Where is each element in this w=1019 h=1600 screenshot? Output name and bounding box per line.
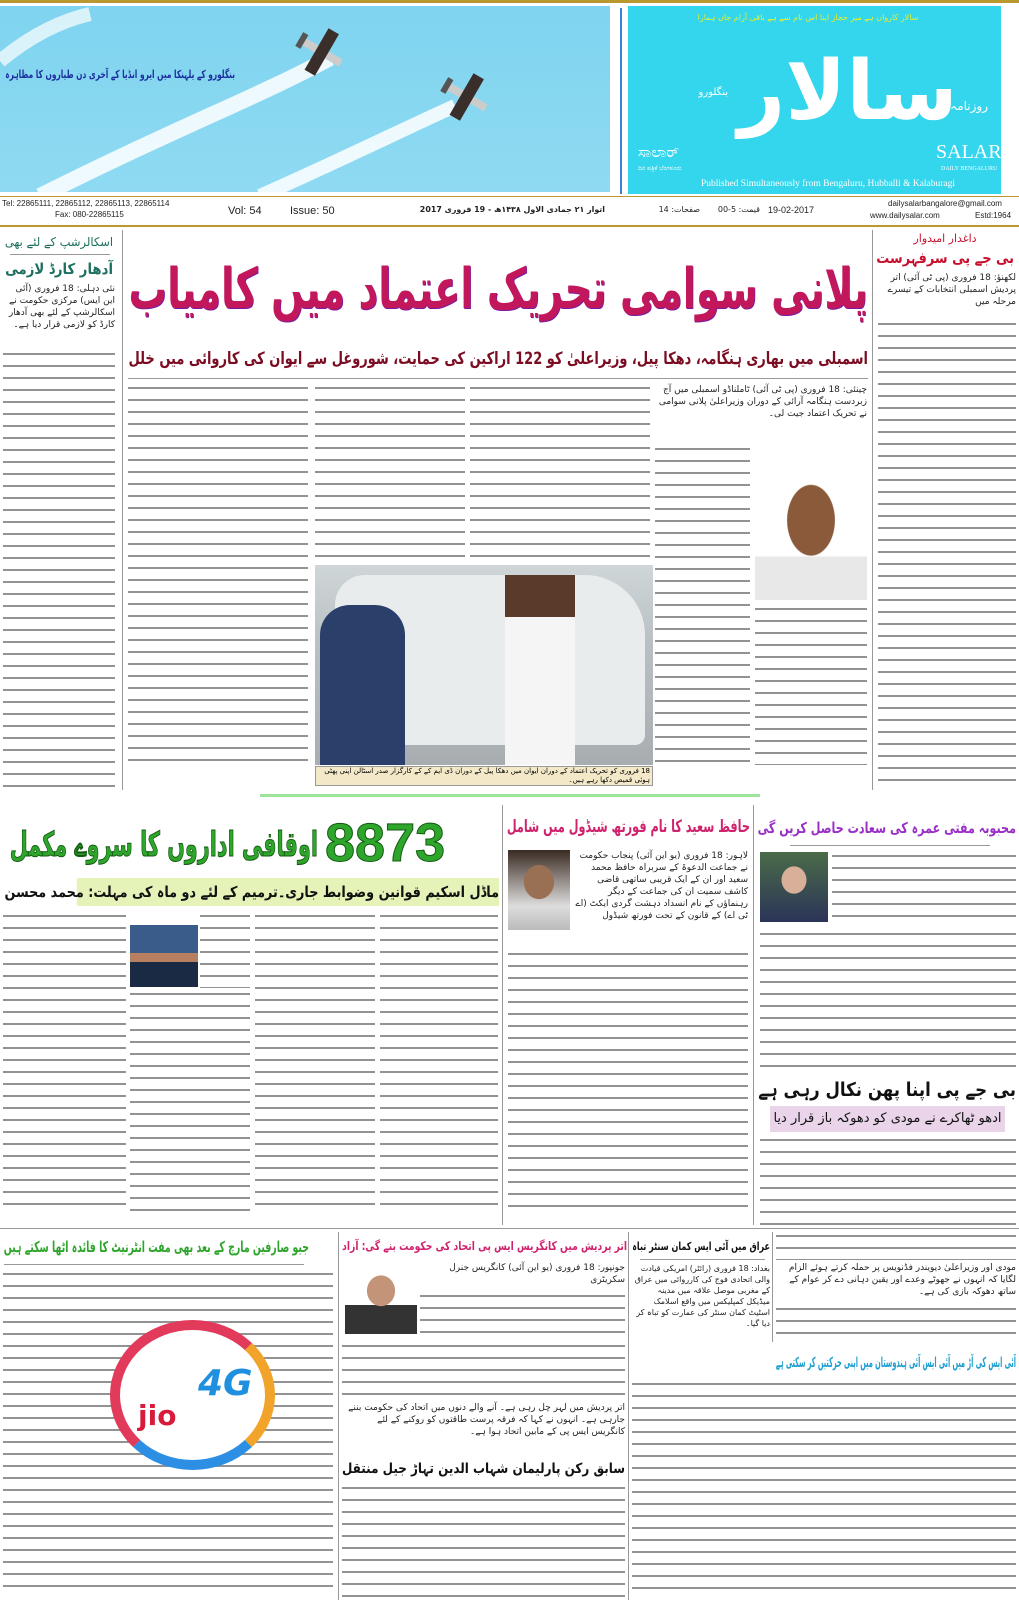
auqaf-text-col-3a [200,912,250,988]
up-body-text [420,1292,625,1338]
up-lede: جونپور: 18 فروری (یو این آئی) کانگریس جنرل سکریٹری [420,1262,625,1286]
infobar-rule-bottom [0,225,1019,227]
lead-text-col-1b [755,605,867,765]
left-headline: آدھار کارڈ لازمی [5,260,114,278]
shahab-body-text [342,1484,625,1597]
left-divider [10,254,110,255]
auqaf-text-col-4 [3,912,126,1212]
iraq-headline: عراق میں آئی ایس کمان سنٹر تباہ [632,1240,770,1253]
mehbooba-mufti-photo [760,852,828,922]
hafiz-mehbooba-rule [753,805,754,1225]
auqaf-text-col-1 [380,912,498,1212]
auqaf-text-col-2 [255,912,375,1212]
lead-text-col-4 [128,384,308,764]
bjp-headline: بی جے پی اپنا پھن نکال رہی ہے [790,1076,1016,1104]
infobar-website[interactable]: www.dailysalar.com [870,211,940,220]
infobar-estd: Estd:1964 [975,211,1012,220]
mohammed-mohsin-photo [130,925,198,987]
yogi-lede: مودی اور وزیراعلیٰ دیویندر فڈنویس پر حملہ کرتے ہوئے الزام لگایا کہ انہوں نے جھوٹے وعدے اور یقین دہانی دے کر عوام کے ساتھ دھوکہ بازی کی ہے۔ [776,1262,1016,1298]
isi-headline: آئی ایس کی آڑ میں آئی ایس آئی ہندوستان میں اپنی حرکتیں کر سکتی ہے [904,1352,1016,1374]
isi-body-text [632,1380,1016,1597]
jio-logo [110,1320,275,1470]
bjp-body-text [760,1136,1016,1226]
photographer-figure [320,605,405,765]
mehbooba-body-text [832,852,1016,927]
lead-lede: چینئی: 18 فروری (پی ٹی آئی) ٹاملناڈو اسمبلی میں آج زبردست ہنگامہ آرائی کے دوران وزیراعلیٰ پلانی سوامی نے تحریک اعتماد جیت لی۔ [655,384,867,420]
lead-subheadline: اسمبلی میں بھاری ہنگامہ، دھکا پیل، وزیراعلیٰ کو 122 اراکین کی حمایت، شوروغل سے ایوان کی کاروائی میں خلل [302,344,868,374]
hafiz-lede: لاہور: 18 فروری (یو این آئی) پنجاب حکومت نے جماعت الدعوۃ کے سربراہ حافظ محمد سعید اور ان کے ایک قریبی ساتھی قاضی کاشف سمیت ان کی جماعت کے دیگر رہنماؤں کے نام انسداد دہشت گردی ایکٹ (اے ٹی اے) کے قانون کے تحت فورتھ شیڈول [575,851,748,921]
right-lede: لکھنؤ: 18 فروری (پی ٹی آئی) اتر پردیش اسمبلی انتخابات کے تیسرے مرحلہ میں [878,272,1016,308]
right-column-rule [872,230,873,790]
auqaf-subheadline: ماڈل اسکیم قوانین وضوابط جاری۔ترمیم کے لئے دو ماہ کی مہلت: محمد محسن [77,878,499,906]
hafiz-headline: حافظ سعید کا نام فورتھ شیڈول میں شامل [506,817,750,837]
left-kicker: اسکالرشپ کے لئے بھی [4,235,113,249]
yogi-body-text-2 [776,1305,1016,1343]
infobar-date: 19-02-2017 [768,205,815,215]
airshow-planes-illustration [0,6,610,192]
ghulam-nabi-azad-photo [345,1262,417,1334]
masthead-english-sub: DAILY BENGALURU [941,166,998,172]
masthead-kannada: ಸಾಲಾರ್ [638,143,680,161]
left-lede: نئی دہلی: 18 فروری (آئی این ایس) مرکزی حکومت نے اسکالرشپ کے لئے بھی آدھار کارڈ کو لازمی قرار دیا ہے۔ [3,283,115,331]
lead-text-col-2 [470,384,650,559]
jio-headline: جیو صارفین مارچ کے بعد بھی مفت انٹرنیٹ کا فائدہ اٹھا سکتے ہیں [3,1238,309,1256]
up-tail: اتر پردیش میں لہر چل رہی ہے۔ آنے والے دنوں میں اتحاد کی حکومت بننے جارہی ہے۔ انہوں نے کہا کہ فرقہ پرست طاقتوں کو روکنے کے لئے کانگریس ایس پی کے مابین اتحاد ہوا ہے۔ [342,1402,625,1438]
up-body-text-2 [342,1342,625,1398]
auqaf-number: 8873 [325,813,446,873]
lead-headline: پلانی سوامی تحریک اعتماد میں کامیاب [128,257,868,322]
masthead-english: SALAR [936,141,1002,163]
mehbooba-rule [790,845,990,846]
masthead-published: Published Simultaneously from Bengaluru, Hubballi & Kalaburagi [700,179,956,189]
banner-caption: بنگلورو کے یلہنکا میں ایرو انڈیا کے آخری دن طیاروں کا مظاہرہ [5,68,235,81]
infobar-vol: Vol: 54 [228,205,262,217]
infobar-price: قیمت: 5-00 [717,205,760,214]
masthead-logo-urdu: سالار [738,44,958,139]
masthead-divider [620,8,622,194]
iraq-lede: بغداد: 18 فروری (رائٹر) امریکی قیادت والی اتحادی فوج کی کارروائی میں عراق کے مغربی موصل علاقہ میں مدینہ میڈیکل کمپلیکس میں واقع اسلامک اسٹیٹ کمان سنٹر کی عمارت کو تباہ کر دیا گیا۔ [632,1263,770,1329]
iraq-yogi-rule [772,1232,773,1342]
infobar-pages: صفحات: 14 [658,205,700,214]
bjp-subheadline: ادھو ٹھاکرے نے مودی کو دھوکہ باز قرار دیا [770,1106,1005,1132]
left-body-text [3,350,115,790]
top-rule [0,0,1019,3]
auqaf-text-col-3 [130,990,250,1212]
jio-rule [4,1264,304,1265]
mehbooba-body-text-2 [760,930,1016,1070]
masthead [628,6,1001,194]
yogi-body-text [776,1232,1016,1260]
auqaf-hafiz-rule [502,805,503,1225]
infobar-rule-top [0,196,1019,197]
right-headline: بی جے پی سرفہرست [876,249,1014,267]
masthead-tagline: سالار کارواں ہے میر حجاز اپنا اس نام سے ہے باقی آرام جاں ہمارا [697,13,919,22]
masthead-roznama: روزنامہ [950,99,988,113]
lead-text-col-1 [655,445,750,762]
iraq-rule [640,1259,765,1260]
infobar-hijri-date: اتوار ۲۱ جمادی الاول ۱۴۳۸ھ - 19 فروری 2017 [419,205,605,214]
masthead-kannada-sub: ದಿನ ಪತ್ರಿಕೆ ಬೆಂಗಳೂರು [638,165,682,172]
section-rule-green [260,794,760,797]
lead-photo-caption: 18 فروری کو تحریک اعتماد کے دوران ایوان میں دھکا پیل کے دوران ڈی ایم کے کے کارگزار صدر اسٹالن اپنی پھٹی ہوئی قمیص دکھا رہے ہیں۔ [315,766,653,786]
masthead-city: بنگلورو [698,87,728,98]
section-rule-bottom [0,1228,1019,1229]
infobar [0,198,1019,224]
up-iraq-rule [628,1232,629,1600]
jio-logo-4g: 4G [198,1363,253,1404]
shahab-headline: سابق رکن پارلیمان شہاب الدین تہاڑ جیل منتقل [383,1458,625,1480]
right-body-text [878,320,1016,788]
auqaf-headline: اوقافی اداروں کا سروے مکمل [9,825,318,865]
lead-sub-rule [128,378,868,379]
left-column-rule [122,230,123,790]
infobar-email[interactable]: dailysalarbangalore@gmail.com [888,199,1002,208]
airshow-photo [0,6,610,192]
right-kicker: داغدار امیدوار [913,232,977,245]
jio-up-rule [338,1232,339,1600]
stalin-photo [315,565,653,765]
stalin-figure [505,575,575,765]
infobar-issue: Issue: 50 [290,205,335,217]
palaniswami-photo [755,455,867,600]
hafiz-saeed-photo [508,850,570,930]
mehbooba-headline: محبوبہ مفتی عمرہ کی سعادت حاصل کریں گی [757,819,1016,837]
up-headline: اتر پردیش میں کانگریس ایس پی اتحاد کی حکومت بنے گی: آزاد [342,1239,627,1253]
infobar-fax: Fax: 080-22865115 [55,210,124,219]
hafiz-body-text [508,950,748,1214]
lead-text-col-3 [315,384,465,559]
jio-logo-text: jio [138,1399,177,1432]
infobar-tel: Tel: 22865111, 22865112, 22865113, 22865114 [2,199,170,208]
